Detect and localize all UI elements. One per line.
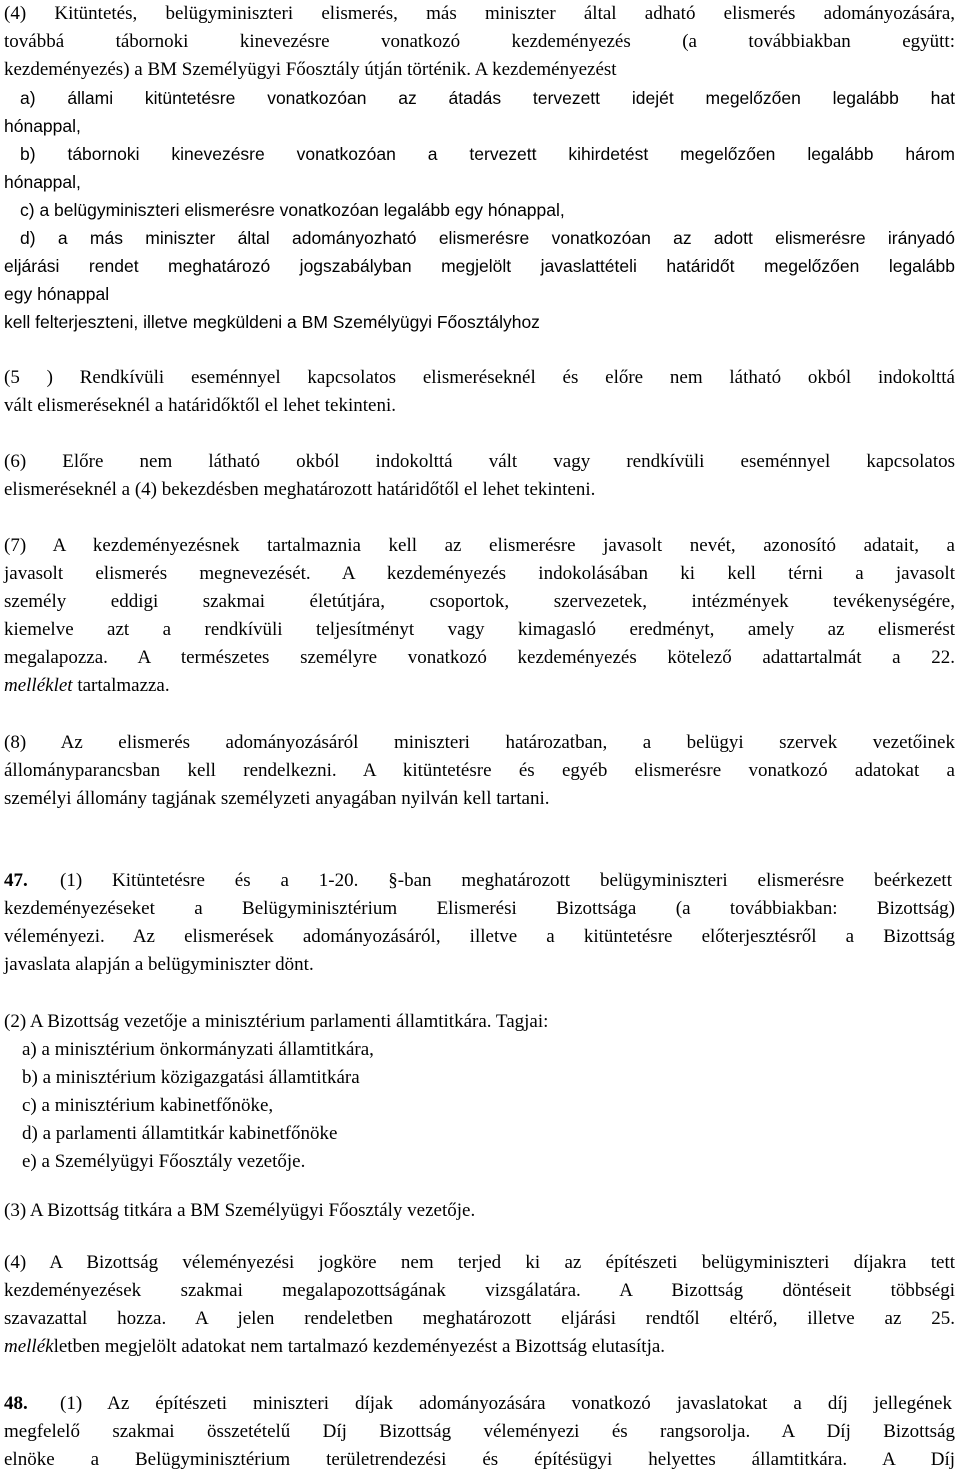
section-48-number: 48. <box>4 1393 28 1414</box>
s47p2-line-1: (2) A Bizottság vezetője a minisztérium parlamenti államtitkára. Tagjai: <box>4 1011 549 1032</box>
p8-line-2: állományparancsban kell rendelkezni. A kitüntetésre és egyéb elismerésre vonatkozó adatokat a <box>4 760 955 781</box>
s47p2-item-c: c) a minisztérium kabinetfőnöke, <box>22 1095 274 1116</box>
s47-line-4: javaslata alapján a belügyminiszter dönt. <box>4 954 314 975</box>
s47p2-item-a: a) a minisztérium önkormányzati államtitkára, <box>22 1039 374 1060</box>
p7-line-6-rest: tartalmazza. <box>72 675 170 696</box>
p4-closing: kell felterjeszteni, illetve megküldeni a BM Személyügyi Főosztályhoz <box>4 312 540 332</box>
p7-line-6 <box>4 672 955 700</box>
p4-item-b-cont: hónappal, <box>4 172 81 192</box>
p4-item-d-cont-2: egy hónappal <box>4 284 110 304</box>
p7-line-1: (7) A kezdeményezésnek tartalmaznia kell az elismerésre javasolt nevét, azonosító adatait, a <box>4 535 955 556</box>
p6-line-2: elismeréseknél a (4) bekezdésben meghatározott határidőtől el lehet tekinteni. <box>4 479 596 500</box>
p8-line-3: személyi állomány tagjának személyzeti anyagában nyilván kell tartani. <box>4 788 550 809</box>
s47-line-3: véleményezi. Az elismerések adományozásáról, illetve a kitüntetésre előterjesztésről a Bizottság <box>4 926 955 947</box>
s48-line-2: megfelelő szakmai összetételű Díj Bizottság véleményezi és rangsorolja. A Díj Bizottság <box>4 1421 955 1442</box>
p4-line-1: (4) Kitüntetés, belügyminiszteri elismerés, más miniszter által adható elismerés adományozására, <box>4 3 955 24</box>
p4-line-3-wrap <box>4 56 617 84</box>
p4-item-d: d) a más miniszter által adományozható elismerésre vonatkozóan az adott elismerésre irányadó <box>20 228 955 248</box>
s47p4-line-2: kezdeményezések szakmai megalapozottságának vizsgálatára. A Bizottság döntéseit többségi <box>4 1280 955 1301</box>
p4-item-a: a) állami kitüntetésre vonatkozóan az átadás tervezett idejét megelőzően legalább hat <box>20 88 955 108</box>
p7-line-5: megalapozza. A természetes személyre vonatkozó kezdeményezés kötelező adattartalmát a 22. <box>4 647 955 668</box>
s47-line-1 <box>4 867 955 895</box>
s47-line-2: kezdeményezéseket a Belügyminisztérium Elismerési Bizottsága (a továbbiakban: Bizottság) <box>4 898 955 919</box>
p4-item-b: b) tábornoki kinevezésre vonatkozóan a tervezett kihirdetést megelőzően legalább három <box>20 144 955 164</box>
s47p2-item-b: b) a minisztérium közigazgatási államtitkára <box>22 1067 360 1088</box>
p6-line-1: (6) Előre nem látható okból indokolttá vált vagy rendkívüli eseménnyel kapcsolatos <box>4 451 955 472</box>
s47p4-line-4-rest: letben megjelölt adatokat nem tartalmazó kezdeményezést a Bizottság elutasítja. <box>53 1336 666 1357</box>
p8-line-1: (8) Az elismerés adományozásáról miniszteri határozatban, a belügyi szervek vezetőinek <box>4 732 955 753</box>
s47-line-1-text: (1) Kitüntetésre és a 1-20. §-ban meghatározott belügyminiszteri elismerésre beérkezett <box>60 870 952 891</box>
p4-item-a-cont: hónappal, <box>4 116 81 136</box>
p4-item-d-cont-1: eljárási rendet meghatározó jogszabályban megjelölt javaslattételi határidőt megelőzően legalább <box>4 256 955 276</box>
p7-line-4: kiemelve azt a rendkívüli teljesítményt vagy kimagasló eredményt, amely az elismerést <box>4 619 955 640</box>
p5-line-2: vált elismeréseknél a határidőktől el lehet tekinteni. <box>4 395 396 416</box>
section-47-number: 47. <box>4 870 28 891</box>
p7-italic-word: melléklet <box>4 675 73 696</box>
p5-line-1: (5 ) Rendkívüli eseménnyel kapcsolatos elismeréseknél és előre nem látható okból indokolttá <box>4 367 955 388</box>
p4-line-3: kezdeményezés) a BM Személyügyi Főosztály útján történik. <box>4 59 471 80</box>
s48-line-3: elnöke a Belügyminisztérium területrendezési és építésügyi helyettes államtitkára. A Díj <box>4 1449 955 1470</box>
p4-line-3b: A kezdeményezést <box>474 59 617 80</box>
s47p4-line-3: szavazattal hozza. A jelen rendeletben meghatározott eljárási rendtől eltérő, illetve az 25. <box>4 1308 955 1329</box>
s47p2-item-e: e) a Személyügyi Főosztály vezetője. <box>22 1151 306 1172</box>
s48-line-1 <box>4 1390 955 1418</box>
s47p4-italic-word: mellék <box>4 1336 54 1357</box>
s47p3-line-1: (3) A Bizottság titkára a BM Személyügyi Főosztály vezetője. <box>4 1200 476 1221</box>
s47p4-line-4 <box>4 1333 955 1361</box>
p7-line-3: személy eddigi szakmai életútjára, csoportok, szervezetek, intézmények tevékenységére, <box>4 591 955 612</box>
p4-line-2: továbbá tábornoki kinevezésre vonatkozó kezdeményezés (a továbbiakban együtt: <box>4 31 955 52</box>
s48-line-1-text: (1) Az építészeti miniszteri díjak adományozására vonatkozó javaslatokat a díj jellegének <box>60 1393 952 1414</box>
s47p2-item-d: d) a parlamenti államtitkár kabinetfőnöke <box>22 1123 338 1144</box>
p4-item-c: c) a belügyminiszteri elismerésre vonatkozóan legalább egy hónappal, <box>20 200 565 220</box>
p7-line-2: javasolt elismerés megnevezését. A kezdeményezés indokolásában ki kell térni a javasolt <box>4 563 955 584</box>
s47p4-line-1: (4) A Bizottság véleményezési jogköre nem terjed ki az építészeti belügyminiszteri díjakra tett <box>4 1252 955 1273</box>
